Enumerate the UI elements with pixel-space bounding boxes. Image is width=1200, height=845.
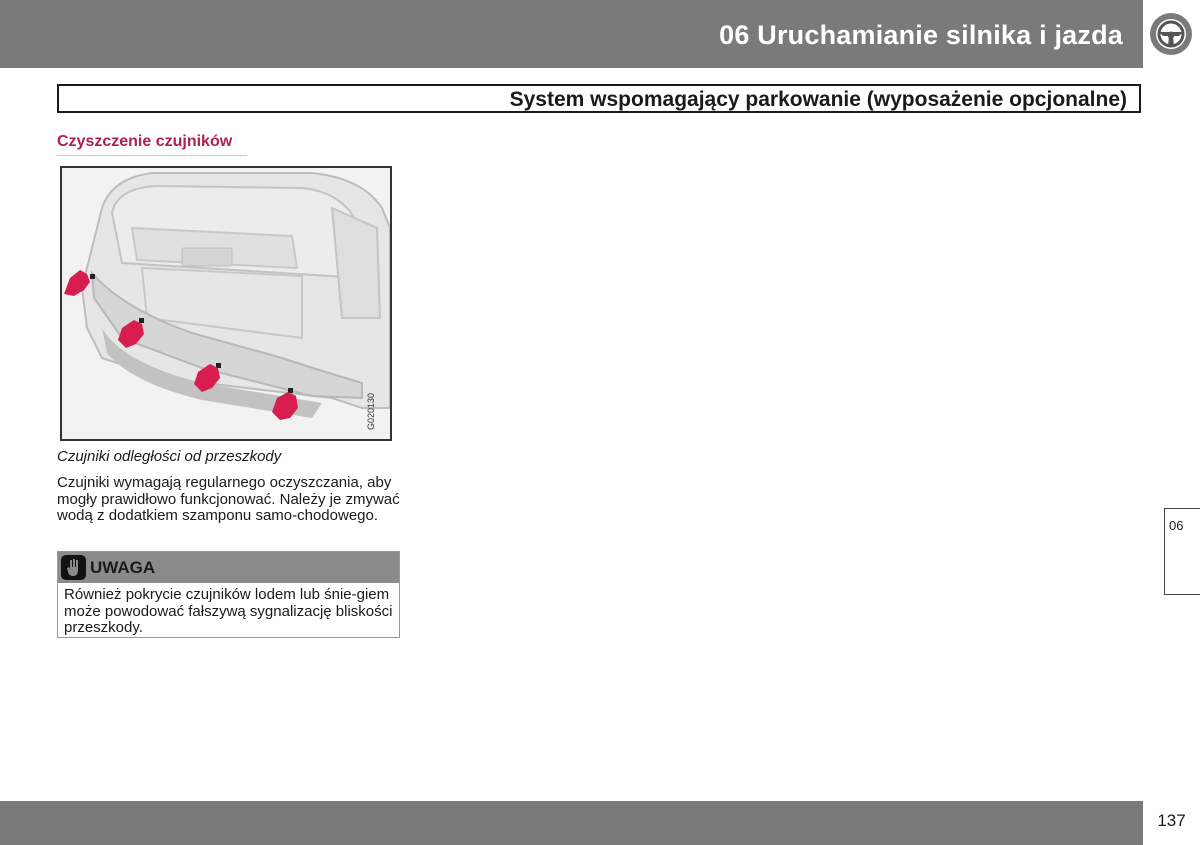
footer-bar	[0, 801, 1143, 845]
body-paragraph: Czujniki wymagają regularnego oczyszczania, aby mogły prawidłowo funkcjonować. Należy je zmywać wodą z dodatkiem szamponu samo-chodowego.	[57, 474, 400, 524]
side-tab-label: 06	[1169, 518, 1184, 533]
chapter-header-bar	[0, 0, 1143, 68]
chapter-title: 06 Uruchamianie silnika i jazda	[719, 20, 1123, 50]
sensor-illustration	[60, 166, 392, 441]
note-text: Również pokrycie czujników lodem lub śnie-giem może powodować fałszywą sygnalizację bliskości przeszkody.	[64, 586, 393, 636]
chapter-side-tab[interactable]	[1164, 508, 1200, 595]
section-title-box	[57, 84, 1141, 113]
note-header	[58, 552, 399, 583]
subsection-heading: Czyszczenie czujników	[57, 133, 247, 156]
warning-hand-icon	[61, 555, 86, 580]
figure-caption: Czujniki odległości od przeszkody	[57, 448, 282, 465]
note-title: UWAGA	[90, 558, 156, 577]
page-number: 137	[1143, 801, 1200, 845]
section-title: System wspomagający parkowanie (wyposażenie opcjonalne)	[509, 88, 1127, 111]
steering-wheel-icon	[1147, 10, 1195, 58]
figure-code: G020130	[366, 392, 376, 430]
note-box	[57, 551, 400, 638]
chapter-icon-box	[1143, 0, 1200, 68]
